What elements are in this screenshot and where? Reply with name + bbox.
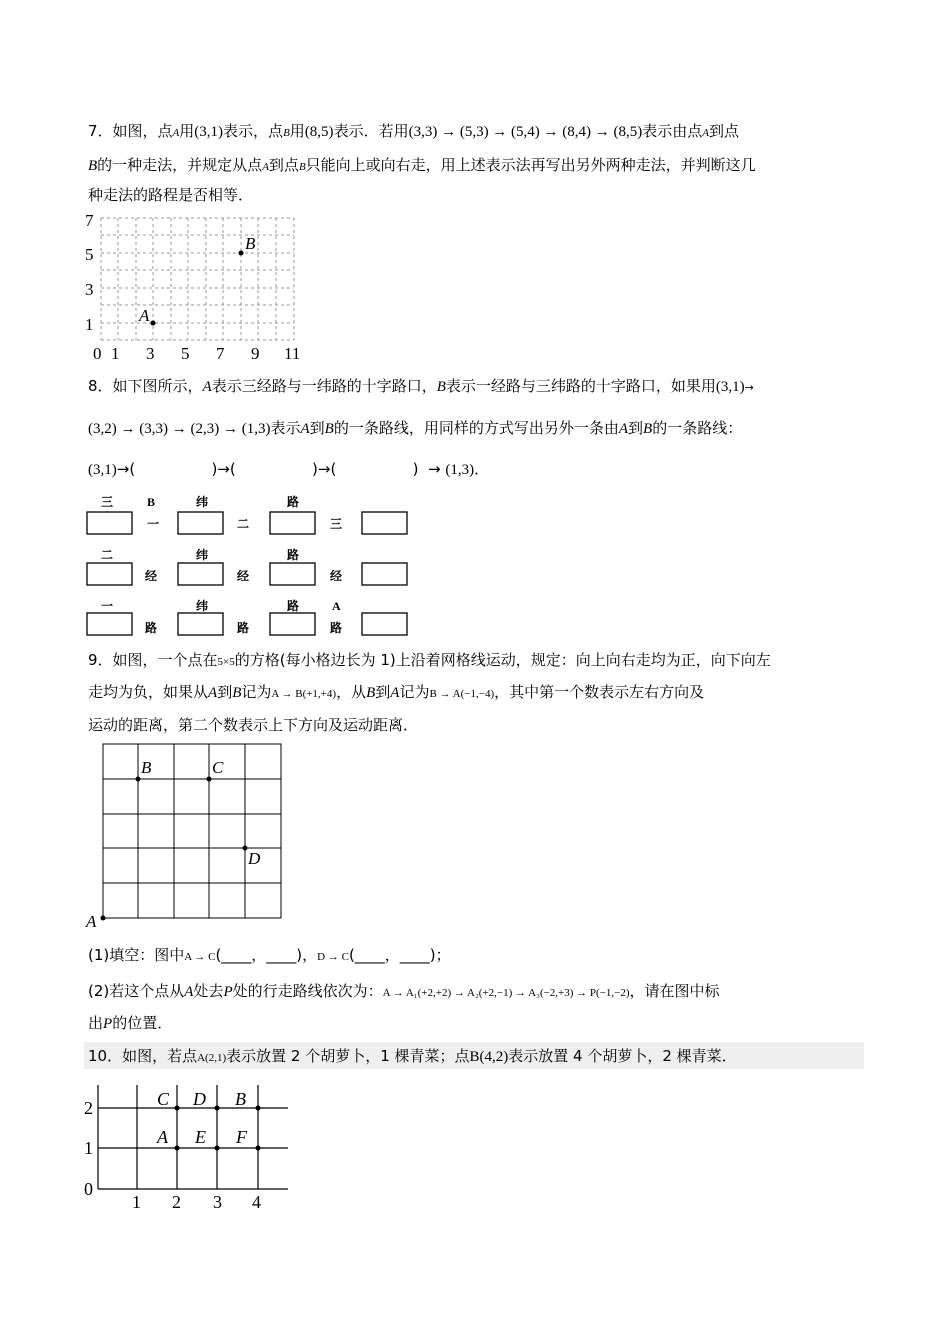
q10-line-1: 10．如图，若点A(2,1)表示放置 2 个胡萝卜，1 棵青菜；点B(4,2)表示放置 4 个胡萝卜，2 棵青菜． — [88, 1047, 737, 1065]
q8-block — [362, 613, 407, 635]
q10-point-label: F — [236, 1127, 247, 1147]
q7-y-label: 3 — [85, 280, 94, 299]
q7-y-label: 1 — [85, 315, 94, 334]
q8-label: 一 — [101, 599, 114, 613]
q8-label: 路 — [287, 548, 300, 562]
q8-label: 路 — [287, 599, 300, 613]
q9-point-a — [101, 916, 106, 921]
q8-block — [362, 563, 407, 585]
q7-line-1: 7．如图，点A用(3,1)表示，点B用(8,5)表示．若用(3,3) → (5,3) → (5,4) → (8,4) → (8,5)表示由点A到点 — [88, 122, 740, 140]
q10-point-label: A — [157, 1127, 168, 1147]
q10-grid-figure — [80, 1080, 300, 1215]
q10-point-a — [175, 1146, 180, 1151]
q9-point-d-label: D — [248, 849, 261, 868]
q10-x-label: 4 — [252, 1192, 261, 1212]
q7-x-label: 5 — [181, 344, 190, 363]
q7-grid-figure — [80, 208, 320, 363]
q10-point-label: D — [193, 1089, 206, 1109]
q8-block — [87, 613, 132, 635]
q7-y-label: 5 — [85, 245, 94, 264]
q8-label: 路 — [237, 621, 250, 635]
q10-point-label: B — [235, 1089, 246, 1109]
q9-line-2: 走均为负，如果从A到B记为A → B(+1,+4)，从B到A记为B → A(−1,−4)，其中第一个数表示左右方向及 — [88, 683, 705, 701]
q7-point-a-label: A — [139, 306, 150, 325]
q9-point-c — [207, 777, 212, 782]
q9-part-2: (2)若这个点从A处去P处的行走路线依次为：A → A₁(+2,+2) → A₂(+2,−1) → A₃(−2,+3) → P(−1,−2)，请在图中标 — [88, 982, 720, 1000]
q8-label: 路 — [330, 621, 343, 635]
q10-x-label: 3 — [213, 1192, 222, 1212]
q10-y-label: 2 — [84, 1098, 93, 1118]
q8-road-diagram — [84, 492, 414, 640]
q9-part-2-cont: 出P的位置． — [88, 1014, 173, 1032]
q7-dashed-grid — [101, 218, 294, 340]
q10-x-label: 2 — [172, 1192, 181, 1212]
q10-point-e — [215, 1146, 220, 1151]
q9-point-d — [243, 846, 248, 851]
q8-label: A — [332, 599, 341, 613]
q8-label: 经 — [330, 569, 343, 583]
q10-point-c — [175, 1106, 180, 1111]
q8-label: 纬 — [196, 599, 209, 613]
q7-x-label: 3 — [146, 344, 155, 363]
q10-point-d — [215, 1106, 220, 1111]
q7-x-label: 9 — [251, 344, 260, 363]
q8-label: 三 — [101, 495, 114, 509]
q8-label: 路 — [287, 495, 300, 509]
q8-label: 二 — [101, 548, 114, 562]
q10-point-f — [256, 1146, 261, 1151]
q8-line-3: (3,1)→( )→( )→( ) → (1,3)． — [88, 460, 490, 478]
q8-label: B — [147, 495, 156, 509]
q9-point-b-label: B — [141, 758, 152, 777]
q8-label: 经 — [237, 569, 250, 583]
q7-point-b-label: B — [245, 234, 256, 253]
q10-point-label: C — [157, 1089, 170, 1109]
q8-block — [87, 512, 132, 534]
q8-block — [178, 613, 223, 635]
q7-x-label: 1 — [111, 344, 120, 363]
q8-block — [362, 512, 407, 534]
q9-point-b — [136, 777, 141, 782]
q8-block — [270, 512, 315, 534]
q7-y-label: 7 — [85, 211, 94, 230]
q8-block — [270, 613, 315, 635]
q8-block — [270, 563, 315, 585]
q9-line-1: 9．如图，一个点在5×5的方格(每小格边长为 1)上沿着网格线运动，规定：向上向右走均为正，向下向左 — [88, 651, 771, 669]
q7-line-3: 种走法的路程是否相等． — [88, 186, 254, 204]
q8-label: 三 — [330, 517, 343, 531]
q9-point-a-label: A — [86, 912, 97, 930]
q10-y-label: 1 — [84, 1138, 93, 1158]
q10-point-b — [256, 1106, 261, 1111]
q9-point-c-label: C — [212, 758, 224, 777]
q8-line-2: (3,2) → (3,3) → (2,3) → (1,3)表示A到B的一条路线，用同样的方式写出另外一条由A到B的一条路线： — [88, 419, 743, 437]
q8-block — [178, 512, 223, 534]
q10-y-label: 0 — [84, 1179, 93, 1199]
q7-line-2: B的一种走法，并规定从点A到点B只能向上或向右走，用上述表示法再写出另外两种走法，并判断这几 — [88, 156, 756, 174]
q8-label: 纬 — [196, 495, 209, 509]
q9-grid-figure — [82, 738, 292, 930]
q7-x-label: 7 — [216, 344, 225, 363]
q8-line-1: 8．如下图所示，A表示三经路与一纬路的十字路口，B表示一经路与三纬路的十字路口，如果用(3,1)→ — [88, 377, 754, 395]
q8-label: 一 — [147, 517, 160, 531]
q7-x-label: 0 — [93, 344, 102, 363]
q8-block — [87, 563, 132, 585]
q9-part-1: (1)填空：图中A → C(____，____)，D → C(____，____)； — [88, 946, 451, 964]
q9-line-3: 运动的距离，第二个数表示上下方向及运动距离． — [88, 716, 419, 734]
q7-point-a — [151, 321, 156, 326]
q8-block — [178, 563, 223, 585]
q8-label: 路 — [145, 621, 158, 635]
q8-label: 经 — [145, 569, 158, 583]
q7-point-b — [239, 251, 244, 256]
q8-label: 纬 — [196, 548, 209, 562]
q7-x-label: 11 — [284, 344, 301, 363]
q8-label: 二 — [237, 517, 250, 531]
q10-point-label: E — [195, 1127, 206, 1147]
q10-x-label: 1 — [132, 1192, 141, 1212]
